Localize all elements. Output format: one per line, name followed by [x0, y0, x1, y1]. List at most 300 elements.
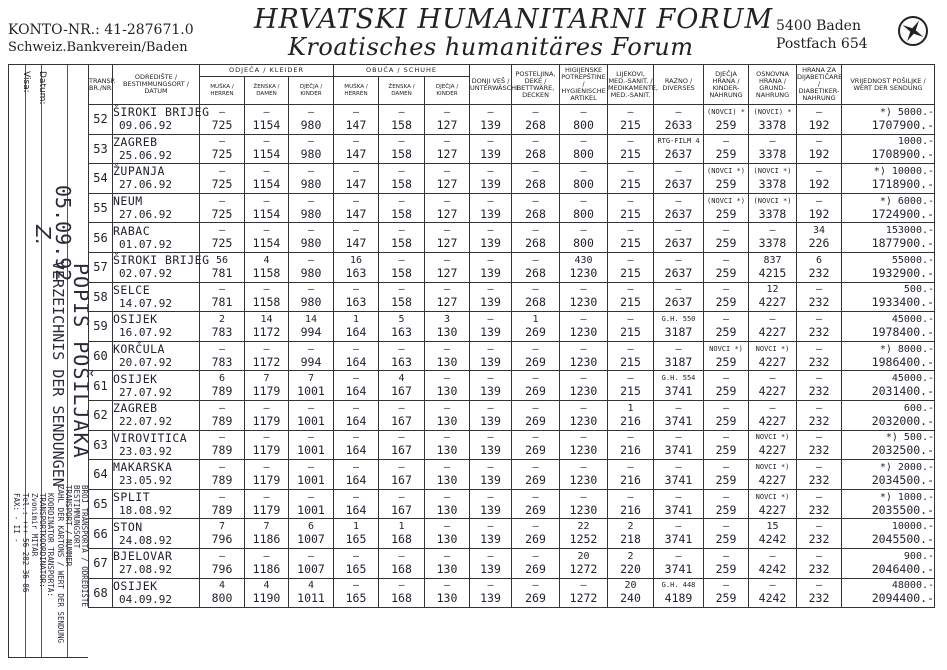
shipment-quantity: (NOVCI) * — [753, 107, 792, 116]
running-total: 139 — [480, 532, 501, 547]
shipment-quantity: — — [580, 313, 587, 325]
cumulative-value: 1978400.- — [871, 324, 935, 339]
quantity-cell — [654, 519, 704, 549]
shipment-quantity: — — [444, 343, 451, 355]
destination-place: SPLIT — [113, 490, 151, 505]
running-total: 127 — [436, 236, 458, 251]
running-total: 168 — [391, 591, 412, 606]
destination-cell — [113, 578, 200, 608]
shipment-value: 500.- — [903, 284, 935, 296]
running-total: 130 — [436, 472, 458, 487]
quantity-cell — [704, 134, 749, 164]
shipment-quantity: — — [307, 195, 315, 207]
value-cell — [842, 460, 935, 490]
quantity-cell — [289, 430, 334, 460]
shipment-quantity: — — [816, 580, 823, 592]
cumulative-value: 2046400.- — [871, 561, 935, 576]
shipment-quantity: — — [218, 225, 226, 237]
quantity-cell — [797, 519, 842, 549]
col-underwear: DONJI VEŠ / UNTERWÄSCHE — [470, 65, 512, 105]
quantity-cell — [200, 548, 245, 578]
running-total: 167 — [391, 472, 412, 487]
running-total: 1154 — [252, 206, 281, 221]
col-shoes-children: DJEČJA / KINDER — [425, 77, 470, 105]
quantity-cell — [425, 400, 470, 430]
shipment-quantity: — — [723, 136, 730, 148]
running-total: 127 — [436, 265, 458, 280]
running-total: 158 — [391, 295, 412, 310]
running-total: 1007 — [297, 561, 325, 576]
quantity-cell — [797, 312, 842, 342]
running-total: 268 — [525, 265, 546, 280]
quantity-cell — [379, 430, 425, 460]
shipment-quantity: — — [627, 461, 634, 473]
shipment-quantity: — — [353, 284, 360, 296]
quantity-cell — [560, 193, 608, 223]
quantity-cell — [470, 341, 512, 371]
shipment-quantity: — — [675, 254, 682, 266]
running-total: 1230 — [569, 443, 598, 458]
quantity-cell — [425, 548, 470, 578]
shipment-quantity: NOVCI *) — [755, 433, 790, 442]
quantity-cell — [608, 519, 654, 549]
shipment-quantity: — — [532, 491, 539, 503]
quantity-cell — [425, 164, 470, 194]
table-row — [89, 460, 935, 490]
cumulative-value: 1933400.- — [871, 295, 935, 310]
running-total: 1230 — [569, 472, 598, 487]
shipment-quantity: — — [398, 550, 405, 562]
quantity-cell — [334, 223, 379, 253]
running-total: 1158 — [252, 295, 281, 310]
quantity-cell — [245, 578, 289, 608]
shipment-quantity: — — [487, 343, 494, 355]
running-total: 139 — [480, 413, 501, 428]
running-total: 139 — [480, 472, 501, 487]
running-total: 800 — [573, 176, 594, 191]
running-total: 215 — [620, 176, 641, 191]
shipment-quantity: — — [675, 402, 682, 414]
shipment-quantity: — — [398, 402, 405, 414]
shipment-quantity: — — [398, 343, 405, 355]
quantity-cell — [334, 252, 379, 282]
destination-cell — [113, 105, 210, 135]
shipment-quantity: — — [816, 521, 823, 533]
shipment-quantity: — — [444, 461, 451, 473]
shipment-quantity: — — [723, 373, 730, 385]
running-total: 139 — [480, 265, 501, 280]
value-cell — [842, 548, 935, 578]
running-total: 3378 — [758, 117, 787, 132]
quantity-cell — [245, 519, 289, 549]
shipment-value: 600.- — [903, 402, 935, 414]
running-total: 3741 — [664, 413, 693, 428]
running-total: 164 — [345, 354, 367, 369]
table-row — [89, 578, 935, 608]
shipment-quantity: — — [263, 461, 270, 473]
quantity-cell — [749, 252, 797, 282]
running-total: 165 — [345, 532, 367, 547]
running-total: 725 — [211, 236, 233, 251]
running-total: 158 — [391, 265, 412, 280]
table-row — [89, 489, 935, 519]
running-total: 164 — [345, 413, 367, 428]
running-total: 4227 — [758, 354, 787, 369]
shipment-quantity: — — [723, 580, 730, 592]
quantity-cell — [289, 193, 334, 223]
value-cell — [842, 489, 935, 519]
running-total: 164 — [345, 324, 367, 339]
running-total: 980 — [300, 236, 322, 251]
shipment-quantity: — — [353, 136, 360, 148]
quantity-cell — [289, 223, 334, 253]
quantity-cell — [470, 400, 512, 430]
running-total: 1230 — [569, 413, 598, 428]
running-total: 215 — [620, 117, 641, 132]
quantity-cell — [200, 519, 245, 549]
shipment-quantity: — — [532, 580, 539, 592]
quantity-cell — [289, 371, 334, 401]
running-total: 4242 — [758, 532, 787, 547]
running-total: 139 — [480, 502, 501, 517]
running-total: 1272 — [569, 561, 598, 576]
running-total: 1154 — [252, 236, 281, 251]
running-total: 4227 — [758, 295, 787, 310]
running-total: 1252 — [569, 532, 598, 547]
quantity-cell — [245, 460, 289, 490]
quantity-cell — [512, 578, 560, 608]
shipment-quantity: — — [353, 343, 360, 355]
cumulative-value: 2034500.- — [871, 472, 935, 487]
destination-place: SELCE — [113, 282, 151, 297]
quantity-cell — [654, 282, 704, 312]
coordinator-phone: Tel.: +++ 56 282 36 86 — [21, 493, 30, 593]
shipment-quantity: — — [398, 580, 405, 592]
shipment-value: *) 8000.- — [879, 343, 935, 355]
running-total: 269 — [525, 502, 546, 517]
shipment-quantity: — — [487, 521, 494, 533]
shipment-quantity: — — [627, 432, 634, 444]
col-bedding: POSTELJINA, DEKE / BETTWÄRE, DECKEN — [512, 65, 560, 105]
quantity-cell — [512, 134, 560, 164]
quantity-cell — [608, 134, 654, 164]
running-total: 725 — [211, 147, 233, 162]
quantity-cell — [425, 252, 470, 282]
shipment-quantity: 20 — [624, 580, 637, 592]
list-title-croatian: POPIS POŠILJAKA — [69, 263, 93, 459]
col-clothes-women: ŽENSKA / DAMEN — [245, 77, 289, 105]
shipment-quantity: — — [444, 402, 451, 414]
value-cell — [842, 519, 935, 549]
cumulative-value: 2035500.- — [871, 502, 935, 517]
quantity-cell — [470, 578, 512, 608]
shipment-quantity: — — [769, 580, 776, 592]
running-total: 1001 — [297, 502, 325, 517]
quantity-cell — [289, 164, 334, 194]
quantity-cell — [560, 400, 608, 430]
quantity-cell — [797, 282, 842, 312]
running-total: 3187 — [664, 324, 693, 339]
quantity-cell — [512, 341, 560, 371]
running-total: 163 — [391, 324, 412, 339]
shipment-value: *) 10000.- — [873, 165, 935, 177]
quantity-cell — [334, 282, 379, 312]
shipment-quantity: — — [307, 343, 315, 355]
running-total: 1001 — [297, 384, 325, 399]
value-cell — [842, 282, 935, 312]
shipment-quantity: — — [444, 491, 451, 503]
shipment-quantity: (NOVCI *) — [707, 196, 745, 205]
shipment-value: *) 6000.- — [879, 195, 935, 207]
shipment-quantity: — — [307, 225, 315, 237]
quantity-cell — [379, 312, 425, 342]
running-total: 139 — [480, 176, 501, 191]
running-total: 4227 — [758, 472, 787, 487]
quantity-cell — [379, 252, 425, 282]
quantity-cell — [200, 371, 245, 401]
shipment-quantity: — — [723, 402, 730, 414]
shipment-quantity: NOVCI *) — [709, 344, 743, 353]
running-total: 1179 — [252, 413, 281, 428]
shipment-quantity: — — [532, 373, 539, 385]
running-total: 3187 — [664, 354, 693, 369]
quantity-cell — [425, 430, 470, 460]
quantity-cell — [379, 460, 425, 490]
note-line: BROJ TRANSPORTA / ODREDIŠTE — [80, 485, 89, 607]
shipment-date: 27.06.92 — [119, 178, 172, 192]
quantity-cell — [704, 282, 749, 312]
shipment-quantity: — — [307, 284, 315, 296]
shipment-quantity: — — [532, 402, 539, 414]
shipment-date: 27.07.92 — [119, 385, 172, 399]
quantity-cell — [334, 489, 379, 519]
shipment-quantity: — — [263, 402, 270, 414]
quantity-cell — [654, 460, 704, 490]
shipment-quantity: — — [532, 165, 539, 177]
destination-place: MAKARSKA — [113, 460, 173, 475]
transport-number: 65 — [89, 489, 113, 519]
shipment-quantity: — — [532, 225, 539, 237]
running-total: 1186 — [252, 532, 281, 547]
shipment-value: 55000.- — [891, 254, 935, 266]
shipment-quantity: — — [675, 432, 682, 444]
quantity-cell — [560, 312, 608, 342]
quantity-cell — [704, 164, 749, 194]
quantity-cell — [512, 548, 560, 578]
running-total: 158 — [391, 206, 412, 221]
quantity-cell — [560, 223, 608, 253]
quantity-cell — [425, 193, 470, 223]
shipment-quantity: — — [487, 225, 494, 237]
shipment-quantity: — — [307, 550, 315, 562]
shipment-quantity: — — [398, 165, 405, 177]
shipment-quantity: — — [532, 284, 539, 296]
shipment-quantity: — — [307, 254, 315, 266]
running-total: 259 — [715, 295, 737, 310]
running-total: 215 — [620, 265, 641, 280]
shipment-quantity: RTG-FILM 4 — [657, 137, 700, 146]
cumulative-value: 1708900.- — [871, 147, 935, 162]
running-total: 164 — [345, 502, 367, 517]
running-total: 139 — [480, 443, 501, 458]
quantity-cell — [654, 105, 704, 135]
quantity-cell — [200, 430, 245, 460]
value-cell — [842, 341, 935, 371]
running-total: 167 — [391, 443, 412, 458]
running-total: 268 — [525, 206, 546, 221]
quantity-cell — [608, 282, 654, 312]
quantity-cell — [334, 371, 379, 401]
running-total: 127 — [436, 206, 458, 221]
quantity-cell — [379, 164, 425, 194]
destination-cell — [113, 312, 200, 342]
quantity-cell — [749, 548, 797, 578]
shipment-quantity: 4 — [263, 580, 270, 592]
shipment-quantity: — — [627, 136, 634, 148]
running-total: 167 — [391, 502, 412, 517]
running-total: 139 — [480, 117, 501, 132]
running-total: 1230 — [569, 384, 598, 399]
table-row — [89, 282, 935, 312]
quantity-cell — [654, 164, 704, 194]
running-total: 232 — [808, 413, 830, 428]
quantity-cell — [379, 282, 425, 312]
running-total: 216 — [620, 413, 641, 428]
shipment-quantity: — — [444, 106, 451, 118]
running-total: 259 — [715, 147, 737, 162]
shipment-quantity: — — [307, 432, 315, 444]
col-destination: ODREDIŠTE / BESTIMMUNGSORT / DATUM — [113, 65, 200, 105]
running-total: 215 — [620, 384, 641, 399]
cumulative-value: 2094400.- — [871, 591, 935, 606]
shipment-quantity: — — [580, 491, 587, 503]
running-total: 232 — [808, 561, 830, 576]
running-total: 1179 — [252, 384, 281, 399]
shipment-quantity: 1 — [353, 521, 360, 533]
quantity-cell — [608, 341, 654, 371]
cumulative-value: 1932900.- — [871, 265, 935, 280]
org-title-croatian: HRVATSKI HUMANITARNI FORUM — [254, 4, 774, 35]
shipment-quantity: — — [723, 461, 730, 473]
destination-cell — [113, 519, 200, 549]
running-total: 269 — [525, 472, 546, 487]
quantity-cell — [704, 578, 749, 608]
shipment-quantity: — — [218, 402, 226, 414]
shipment-quantity: 2 — [627, 521, 634, 533]
shipment-quantity: 6 — [816, 254, 823, 266]
shipment-date: 24.08.92 — [119, 533, 172, 547]
shipment-quantity: — — [723, 254, 730, 266]
quantity-cell — [512, 252, 560, 282]
running-total: 269 — [525, 354, 546, 369]
cumulative-value: 1718900.- — [871, 176, 935, 191]
quantity-cell — [797, 105, 842, 135]
quantity-cell — [654, 430, 704, 460]
quantity-cell — [608, 371, 654, 401]
shipment-date: 02.07.92 — [119, 267, 172, 281]
running-total: 800 — [573, 236, 594, 251]
transport-number: 57 — [89, 252, 113, 282]
quantity-cell — [334, 312, 379, 342]
cumulative-value: 2045500.- — [871, 532, 935, 547]
quantity-cell — [654, 400, 704, 430]
shipment-quantity: — — [307, 461, 315, 473]
quantity-cell — [654, 134, 704, 164]
running-total: 127 — [436, 295, 458, 310]
quantity-cell — [797, 371, 842, 401]
transport-number: 67 — [89, 548, 113, 578]
running-total: 240 — [620, 591, 641, 606]
quantity-cell — [425, 371, 470, 401]
quantity-cell — [560, 164, 608, 194]
running-total: 2637 — [664, 147, 693, 162]
quantity-cell — [200, 312, 245, 342]
running-total: 158 — [391, 236, 412, 251]
quantity-cell — [334, 519, 379, 549]
running-total: 216 — [620, 472, 641, 487]
quantity-cell — [245, 164, 289, 194]
running-total: 220 — [620, 561, 641, 576]
quantity-cell — [797, 164, 842, 194]
quantity-cell — [470, 282, 512, 312]
shipment-quantity: — — [218, 432, 226, 444]
running-total: 725 — [211, 117, 233, 132]
running-total: 259 — [715, 472, 737, 487]
quantity-cell — [289, 400, 334, 430]
shipment-quantity: — — [675, 106, 682, 118]
shipment-quantity: — — [487, 580, 494, 592]
running-total: 130 — [436, 591, 458, 606]
shipment-quantity: — — [444, 580, 451, 592]
running-total: 1154 — [252, 117, 281, 132]
running-total: 1190 — [252, 591, 281, 606]
quantity-cell — [654, 193, 704, 223]
shipment-quantity: — — [580, 136, 587, 148]
shipment-quantity: — — [769, 550, 776, 562]
running-total: 4215 — [758, 265, 787, 280]
shipment-quantity: — — [675, 521, 682, 533]
running-total: 158 — [391, 176, 412, 191]
shipment-quantity: NOVCI *) — [755, 344, 790, 353]
shipment-quantity: — — [816, 550, 823, 562]
shipment-quantity: — — [263, 432, 270, 444]
shipment-quantity: — — [532, 254, 539, 266]
shipment-quantity: (NOVCI *) — [707, 166, 745, 175]
quantity-cell — [560, 371, 608, 401]
running-total: 3378 — [758, 236, 787, 251]
shipment-quantity: — — [263, 136, 270, 148]
col-hygiene: HIGIJENSKE POTREPŠTINE / HYGIENISCHE ARTIKEL — [560, 65, 608, 105]
running-total: 163 — [345, 295, 367, 310]
running-total: 980 — [300, 176, 322, 191]
shipment-quantity: — — [723, 225, 730, 237]
shipment-value: 10000.- — [891, 521, 935, 533]
running-total: 259 — [715, 354, 737, 369]
quantity-cell — [289, 489, 334, 519]
shipment-quantity: — — [816, 461, 823, 473]
shipment-quantity: — — [769, 225, 776, 237]
running-total: 147 — [345, 117, 367, 132]
quantity-cell — [797, 252, 842, 282]
destination-place: OSIJEK — [113, 371, 158, 386]
running-total: 259 — [715, 236, 737, 251]
shipment-date: 23.05.92 — [119, 474, 172, 488]
shipment-quantity: 1 — [627, 402, 634, 414]
shipment-quantity: — — [487, 402, 494, 414]
running-total: 259 — [715, 117, 737, 132]
quantity-cell — [425, 489, 470, 519]
destination-place: RABAC — [113, 223, 151, 238]
